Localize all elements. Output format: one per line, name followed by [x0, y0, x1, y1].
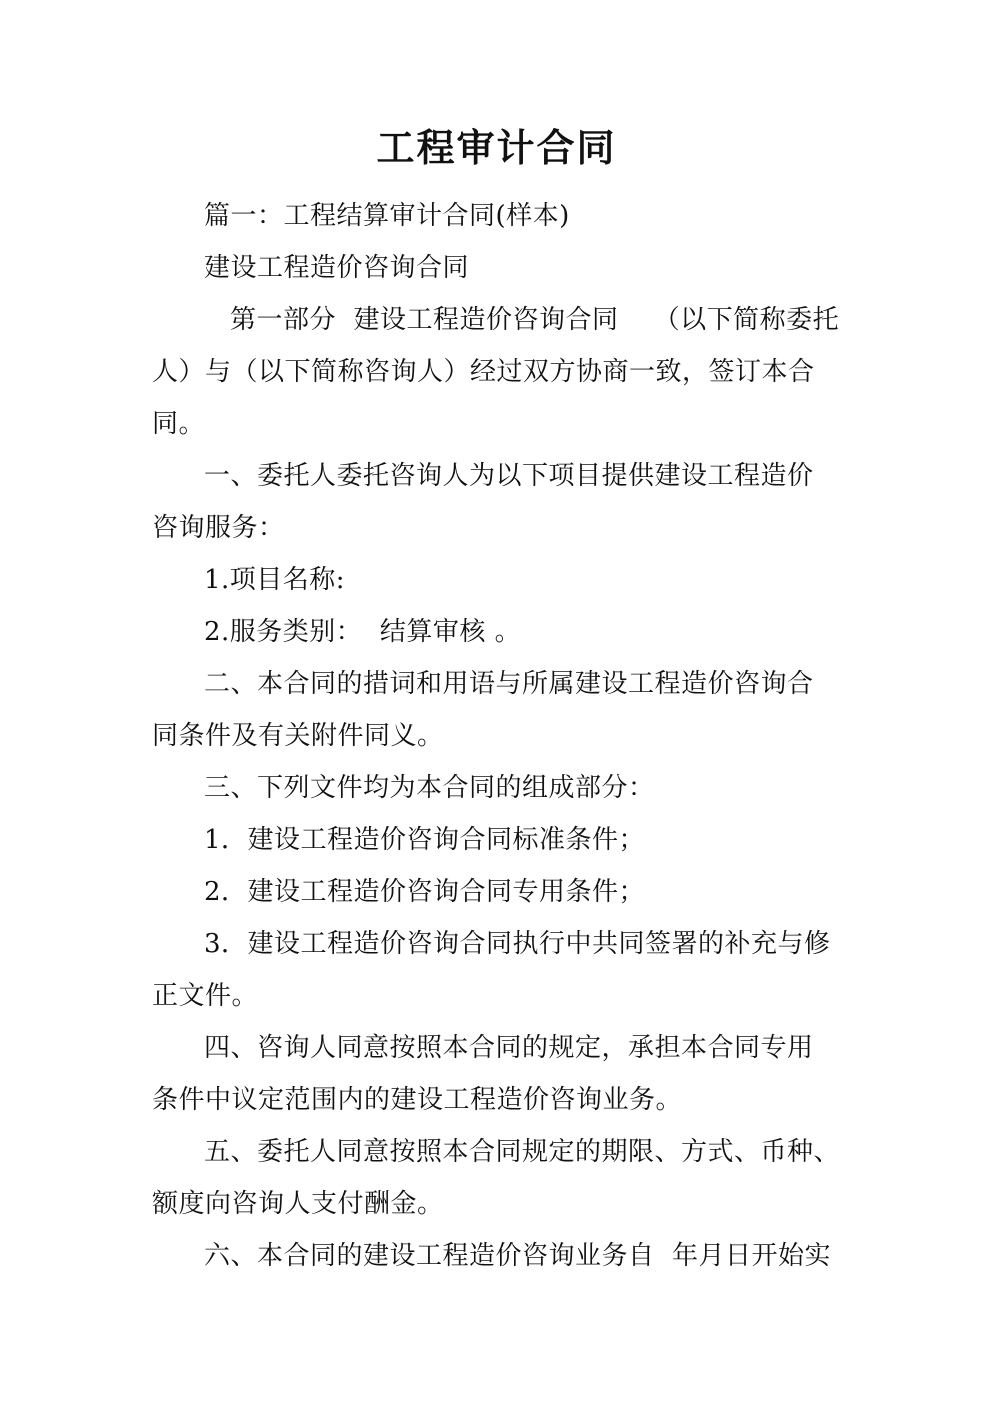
paragraph-line: 1．建设工程造价咨询合同标准条件； [204, 825, 646, 855]
paragraph-line: 2.服务类别： 结算审核 。 [204, 617, 522, 647]
paragraph-line: 二、本合同的措词和用语与所属建设工程造价咨询合 [204, 669, 814, 699]
document-title: 工程审计合同 [376, 125, 617, 170]
paragraph-line: 三、下列文件均为本合同的组成部分： [204, 773, 655, 803]
paragraph-line: 四、咨询人同意按照本合同的规定，承担本合同专用 [204, 1033, 814, 1063]
paragraph-line: 2．建设工程造价咨询合同专用条件； [204, 877, 646, 907]
paragraph-line: 人）与（以下简称咨询人）经过双方协商一致，签订本合 [152, 357, 815, 387]
paragraph-line: 同条件及有关附件同义。 [152, 721, 444, 751]
paragraph-line: 篇一：工程结算审计合同(样本) [204, 201, 570, 231]
paragraph-line: 同。 [152, 409, 206, 439]
paragraph-line: 六、本合同的建设工程造价咨询业务自 年月日开始实 [204, 1241, 832, 1271]
paragraph-line: 3．建设工程造价咨询合同执行中共同签署的补充与修 [204, 929, 831, 959]
paragraph-line: 咨询服务： [152, 513, 285, 543]
paragraph-line: 正文件。 [152, 981, 259, 1011]
paragraph-line: 五、委托人同意按照本合同规定的期限、方式、币种、 [204, 1137, 841, 1167]
document-body [152, 190, 852, 1282]
paragraph-line: 1.项目名称: [204, 565, 346, 595]
paragraph-line: 一、委托人委托咨询人为以下项目提供建设工程造价 [204, 461, 814, 491]
paragraph-line: 建设工程造价咨询合同 [204, 253, 470, 283]
paragraph-line: 条件中议定范围内的建设工程造价咨询业务。 [152, 1085, 683, 1115]
paragraph-line: 额度向咨询人支付酬金。 [152, 1189, 444, 1219]
paragraph-line: 第一部分 建设工程造价咨询合同 （以下简称委托 [230, 305, 840, 335]
